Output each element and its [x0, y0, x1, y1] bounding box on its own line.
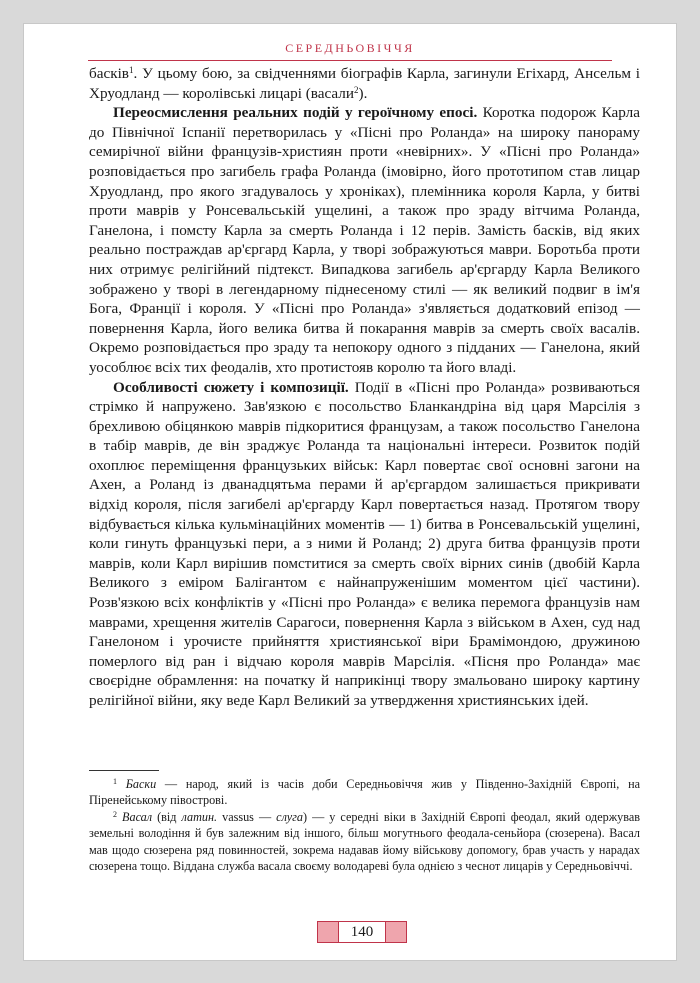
section-heading: Особливості сюжету і композиції. [113, 378, 349, 396]
section-heading: Переосмислення реальних подій у героїчному епосі. [113, 104, 478, 122]
page-number: 140 [339, 921, 385, 943]
footnotes [89, 776, 640, 874]
page-number-ornament-right [385, 921, 407, 943]
footnote-term: Баски [125, 777, 157, 791]
page-number-box [317, 921, 407, 943]
paragraph-3: Особливості сюжету і композиції. Події в «Пісні про Роланда» розвиваються стрімко й напружено. Зав'язкою є посольство Бланкандріна від царя Марсілія з брехливою обіцянкою маврів підкоритися французам, а також посольство Ганелона в табір маврів, де він зраджує Роланда та національні інтереси. Розвиток подій охоплює переміщення французьких військ: Карл повертає свої основні загони на Ахен, а Роланд із дванадцятьма перами й ар'єргардом залишається прикривати відхід короля, після загибелі ар'єргарду Карл повертається назад. Протягом твору відбувається кілька кульмінаційних моментів — 1) битва в Ронсевальській ущелині, коли гинуть французькі пери, а з ними й Роланд; 2) друга битва французів проти маврів, коли Карл вирішив помститися за смерть своїх вірних синів (двобій Карла Великого з еміром Балігантом є найнапруженішим моментом цієї частини). Розв'язкою всіх конфліктів у «Пісні про Роланда» є велика перемога французів нам маврами, хрещення жителів Сарагоси, повернення Карла з військом в Ахен, суд над Ганелоном і урочисте прийняття християнської віри Брамімондою, дружиною померлого від ран і відчаю короля маврів Марсілія. «Пісня про Роланда» має своєрідне обрамлення: на початку й наприкінці твору змальовано широку картину релігійної війни, яку веде Карл Великий за утвердження християнських ідей. [89, 378, 640, 709]
page-number-ornament-left [317, 921, 339, 943]
footnote-ref-1[interactable]: 1 [128, 65, 134, 75]
footnote-2: $^2$ Васал (від латин. vassus — слуга) — у середні віки в Західній Європі феодал, який одержував земельні володіння й був залежним від іншого, більш могутнього феодала-сеньйора (сюзерена). Васал мав щодо сюзерена ряд повинностей, зокрема надавав йому військову допомогу, брав участь у нарадах сюзерена тощо. Віддана служба васала своєму володареві була однією з чеснот лицарів у Середньовіччі. [89, 809, 641, 874]
page [24, 24, 676, 960]
paragraph-1: басків$^1$. У цьому бою, за свідченнями біографів Карла, загинули Егіхард, Ансельм і Хруодланд — королівські лицарі (васали$^2$). [89, 65, 640, 102]
footnote-1: $^1$ Баски — народ, який із часів доби Середньовіччя жив у Південно-Західній Європі, на Піренейському півострові. [89, 777, 640, 808]
header-rule [88, 60, 612, 61]
main-text [89, 64, 640, 711]
paragraph-2: Переосмислення реальних подій у героїчному епосі. Коротка подорож Карла до Північної Іспанії перетворилась у «Пісні про Роланда» на широку панораму семирічної війни французів-християн проти «невірних». У «Пісні про Роланда» розповідається про загибель графа Роланда (імовірно, його прототипом став лицар Хруодланд, про якого згадувалось у хроніках), племінника короля Карла, у битві проти маврів у Ронсевальській ущелині, а також про зраду вітчима Роланда, Ганелона, і помсту Карла за смерть Роланда і 12 перів. Замість басків, від яких реально постраждав ар'єргард Карла, у творі зображуються маври. Боротьба проти них отримує релігійний підтекст. Випадкова загибель ар'єргарду Карла Великого зображено у творі в легендарному піднесеному стилі — як великий подвиг в ім'я Бога, Франції і короля. У «Пісні про Роланда» з'являється додатковий епізод — повернення Карла, його велика битва й покарання маврів за смерть своїх васалів. Окремо розповідається про зраду та непокору одного з підданих — Ганелона, який уособлює всіх тих феодалів, хто протистояв королю та його владі. [89, 104, 640, 376]
footnote-ref-2[interactable]: 2 [354, 84, 359, 95]
footnote-rule [89, 770, 159, 771]
running-head: СЕРЕДНЬОВІЧЧЯ [285, 41, 415, 55]
footnote-term: Васал [122, 809, 153, 824]
